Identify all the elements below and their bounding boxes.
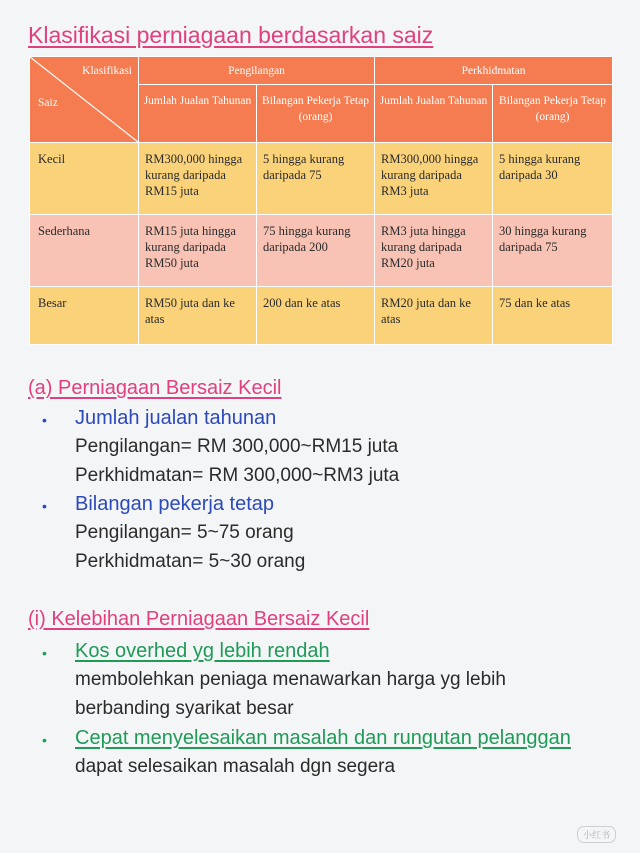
sub-header-jualan-pengilangan: Jumlah Jualan Tahunan — [139, 85, 257, 143]
row-size-label: Sederhana — [30, 215, 139, 287]
table-row-besar — [30, 287, 613, 345]
bullet-title: Bilangan pekerja tetap — [75, 493, 275, 515]
bullet-line: membolehkan peniaga menawarkan harga yg lebih — [75, 669, 506, 690]
sub-header-pekerja-perkhidmatan: Bilangan Pekerja Tetap (orang) — [493, 85, 613, 143]
table-cell: 5 hingga kurang daripada 75 — [257, 143, 375, 215]
classification-table — [29, 56, 613, 345]
table-cell: RM15 juta hingga kurang daripada RM50 juta — [139, 215, 257, 287]
bullet-dot: • — [42, 412, 47, 428]
section-heading-small-business: (a) Perniagaan Bersaiz Kecil — [28, 377, 282, 399]
section-heading-advantages: (i) Kelebihan Perniagaan Bersaiz Kecil — [28, 608, 370, 630]
bullet-dot: • — [42, 498, 47, 514]
corner-label-saiz: Saiz — [38, 97, 58, 109]
table-cell: RM3 juta hingga kurang daripada RM20 juta — [375, 215, 493, 287]
bullet-dot: • — [42, 645, 47, 661]
table-cell: RM300,000 hingga kurang daripada RM3 juta — [375, 143, 493, 215]
table-cell: 5 hingga kurang daripada 30 — [493, 143, 613, 215]
bullet-line: berbanding syarikat besar — [75, 698, 294, 719]
bullet-line: dapat selesaikan masalah dgn segera — [75, 756, 396, 777]
bullet-line: Perkhidmatan= 5~30 orang — [75, 551, 306, 572]
group-header-pengilangan: Pengilangan — [139, 57, 375, 85]
table-cell: RM50 juta dan ke atas — [139, 287, 257, 345]
sub-header-pekerja-pengilangan: Bilangan Pekerja Tetap (orang) — [257, 85, 375, 143]
watermark-logo: 小红书 — [577, 826, 616, 843]
group-header-perkhidmatan: Perkhidmatan — [375, 57, 613, 85]
table-row-kecil — [30, 143, 613, 215]
table-cell: 200 dan ke atas — [257, 287, 375, 345]
bullet-line: Pengilangan= 5~75 orang — [75, 522, 294, 543]
sub-header-jualan-perkhidmatan: Jumlah Jualan Tahunan — [375, 85, 493, 143]
table-cell: 75 hingga kurang daripada 200 — [257, 215, 375, 287]
bullet-dot: • — [42, 732, 47, 748]
table-cell: RM20 juta dan ke atas — [375, 287, 493, 345]
table-cell: 30 hingga kurang daripada 75 — [493, 215, 613, 287]
row-size-label: Kecil — [30, 143, 139, 215]
bullet-line: Perkhidmatan= RM 300,000~RM3 juta — [75, 465, 400, 486]
table-row-sederhana — [30, 215, 613, 287]
bullet-title: Jumlah jualan tahunan — [75, 407, 277, 429]
bullet-title: Cepat menyelesaikan masalah dan rungutan pelanggan — [75, 727, 571, 749]
bullet-title: Kos overhed yg lebih rendah — [75, 640, 330, 662]
row-size-label: Besar — [30, 287, 139, 345]
corner-label-klasifikasi: Klasifikasi — [82, 65, 132, 77]
page-title: Klasifikasi perniagaan berdasarkan saiz — [28, 22, 434, 48]
table-cell: 75 dan ke atas — [493, 287, 613, 345]
table-cell: RM300,000 hingga kurang daripada RM15 juta — [139, 143, 257, 215]
bullet-line: Pengilangan= RM 300,000~RM15 juta — [75, 436, 399, 457]
table-corner-header — [30, 57, 139, 143]
